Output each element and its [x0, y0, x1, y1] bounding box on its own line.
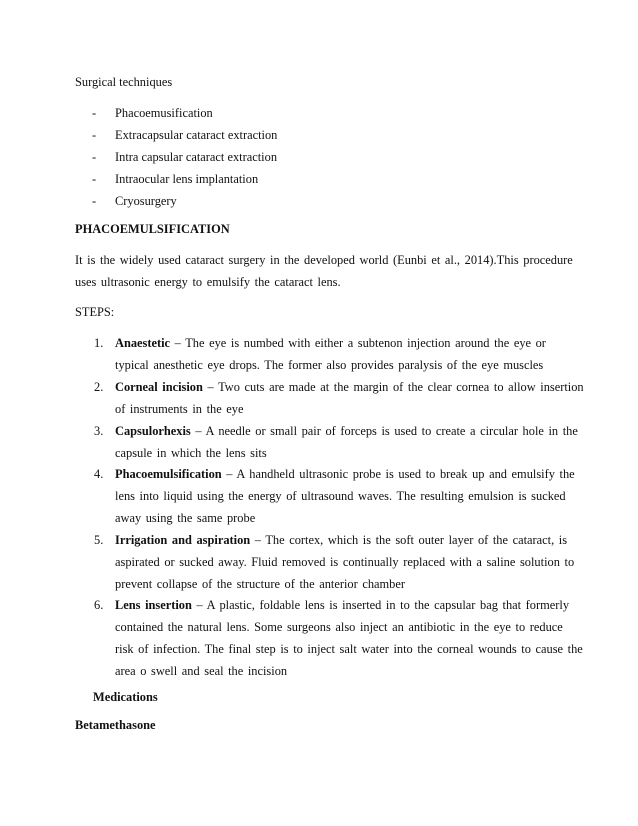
description-line: uses ultrasonic energy to emulsify the cataract lens. [75, 275, 341, 289]
step-number: 4. [94, 467, 104, 481]
technique-item: Phacoemusification [115, 106, 213, 120]
step-continuation: of instruments in the eye [115, 402, 244, 416]
technique-item: Extracapsular cataract extraction [115, 128, 278, 142]
step-term: Anaestetic [115, 336, 171, 350]
drug-heading: Betamethasone [75, 718, 156, 732]
steps-label: STEPS: [75, 305, 115, 319]
step-term: Phacoemulsification [115, 467, 222, 481]
step-continuation: typical anesthetic eye drops. The former also provides paralysis of the eye muscles [115, 358, 544, 372]
step-text: – The eye is numbed with either a subtenon injection around the eye or [170, 336, 546, 350]
technique-item: Cryosurgery [115, 194, 177, 208]
bullet-dash: - [92, 172, 97, 186]
step-text: – Two cuts are made at the margin of the clear cornea to allow insertion [202, 380, 584, 394]
step-continuation: capsule in which the lens sits [115, 446, 267, 460]
step-number: 3. [94, 424, 104, 438]
step-continuation: risk of infection. The final step is to inject salt water into the corneal wounds to cause the [115, 642, 583, 656]
step-continuation: area o swell and seal the incision [115, 664, 288, 678]
step-continuation: lens into liquid using the energy of ultrasound waves. The resulting emulsion is sucked [115, 489, 566, 503]
step-first-line [115, 380, 584, 395]
step-term: Capsulorhexis [115, 424, 191, 438]
medications-heading: Medications [93, 690, 158, 704]
section-title: PHACOEMULSIFICATION [75, 222, 230, 236]
step-continuation: away using the same probe [115, 511, 256, 525]
step-first-line [115, 598, 569, 613]
step-text: – The cortex, which is the soft outer layer of the cataract, is [250, 533, 568, 547]
step-first-line [115, 336, 546, 351]
step-term: Irrigation and aspiration [115, 533, 251, 547]
step-first-line [115, 424, 578, 439]
bullet-dash: - [92, 128, 97, 142]
step-number: 1. [94, 336, 104, 350]
step-continuation: contained the natural lens. Some surgeons also inject an antibiotic in the eye to reduce [115, 620, 563, 634]
step-text: – A plastic, foldable lens is inserted in to the capsular bag that formerly [191, 598, 570, 612]
step-number: 6. [94, 598, 104, 612]
step-first-line [115, 467, 575, 482]
bullet-dash: - [92, 106, 97, 120]
step-text: – A handheld ultrasonic probe is used to break up and emulsify the [221, 467, 575, 481]
surgical-techniques-heading: Surgical techniques [75, 75, 173, 89]
technique-item: Intraocular lens implantation [115, 172, 259, 186]
technique-item: Intra capsular cataract extraction [115, 150, 278, 164]
bullet-dash: - [92, 150, 97, 164]
step-first-line [115, 533, 567, 548]
step-term: Corneal incision [115, 380, 203, 394]
step-continuation: aspirated or sucked away. Fluid removed is continually replaced with a saline solution to [115, 555, 575, 569]
step-number: 5. [94, 533, 104, 547]
step-term: Lens insertion [115, 598, 192, 612]
description-line: It is the widely used cataract surgery in the developed world (Eunbi et al., 2014).This procedure [75, 253, 573, 267]
step-number: 2. [94, 380, 104, 394]
bullet-dash: - [92, 194, 97, 208]
step-text: – A needle or small pair of forceps is used to create a circular hole in the [190, 424, 578, 438]
step-continuation: prevent collapse of the structure of the anterior chamber [115, 577, 405, 591]
